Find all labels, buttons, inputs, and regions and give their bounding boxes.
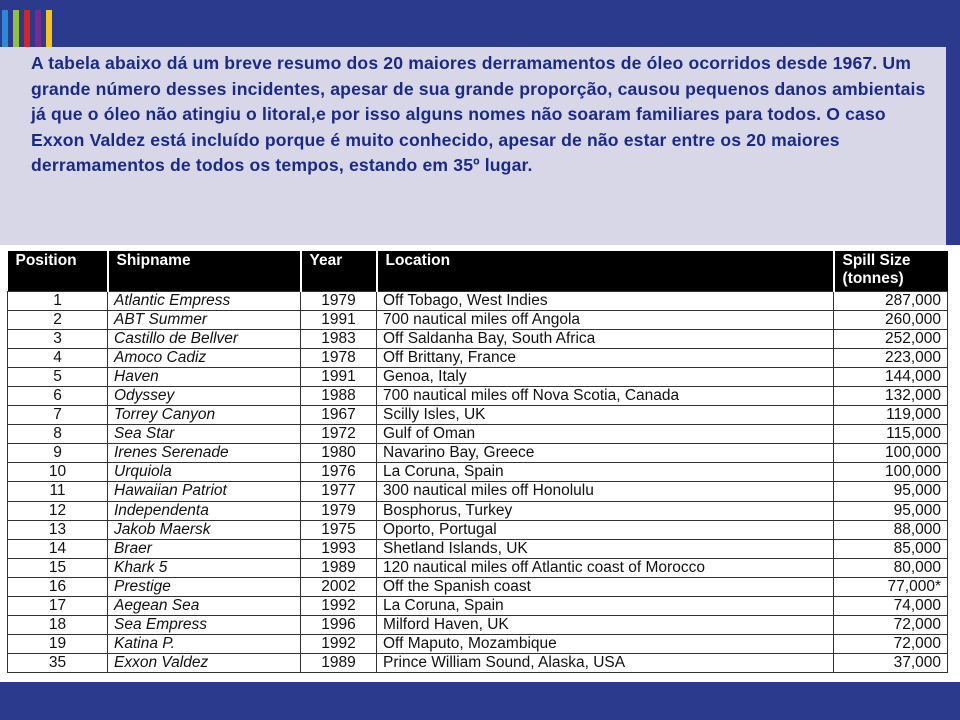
cell-spill-size: 77,000*	[834, 577, 948, 596]
cell-year: 1991	[301, 367, 377, 386]
table-row	[8, 367, 948, 386]
cell-year: 1992	[301, 597, 377, 616]
stripe-green	[13, 10, 19, 48]
table-row	[8, 539, 948, 558]
cell-location: Prince William Sound, Alaska, USA	[377, 654, 834, 673]
intro-panel	[0, 47, 946, 245]
cell-year: 1977	[301, 482, 377, 501]
cell-shipname: Khark 5	[108, 558, 301, 577]
cell-location: Off Tobago, West Indies	[377, 291, 834, 310]
cell-location: 300 nautical miles off Honolulu	[377, 482, 834, 501]
cell-shipname: Haven	[108, 367, 301, 386]
cell-location: Off Saldanha Bay, South Africa	[377, 329, 834, 348]
cell-position: 13	[8, 520, 108, 539]
cell-position: 35	[8, 654, 108, 673]
cell-year: 1978	[301, 348, 377, 367]
cell-year: 1980	[301, 444, 377, 463]
cell-location: Navarino Bay, Greece	[377, 444, 834, 463]
stripe-purple	[35, 10, 41, 48]
cell-location: Bosphorus, Turkey	[377, 501, 834, 520]
header-spill-size	[834, 251, 948, 291]
table-row	[8, 444, 948, 463]
table-row	[8, 654, 948, 673]
cell-position: 15	[8, 558, 108, 577]
table-header-row	[8, 251, 948, 291]
spill-size-unit: (tonnes)	[842, 270, 904, 287]
table-row	[8, 406, 948, 425]
cell-year: 1992	[301, 635, 377, 654]
cell-position: 8	[8, 425, 108, 444]
cell-year: 1993	[301, 539, 377, 558]
cell-position: 17	[8, 597, 108, 616]
cell-spill-size: 287,000	[834, 291, 948, 310]
cell-shipname: Exxon Valdez	[108, 654, 301, 673]
stripe-red	[24, 10, 30, 48]
cell-shipname: Aegean Sea	[108, 597, 301, 616]
table-row	[8, 558, 948, 577]
cell-spill-size: 88,000	[834, 520, 948, 539]
cell-location: La Coruna, Spain	[377, 463, 834, 482]
cell-spill-size: 72,000	[834, 616, 948, 635]
cell-position: 4	[8, 348, 108, 367]
cell-shipname: Hawaiian Patriot	[108, 482, 301, 501]
top-frame-bar	[0, 0, 960, 47]
cell-spill-size: 80,000	[834, 558, 948, 577]
cell-spill-size: 74,000	[834, 597, 948, 616]
cell-year: 1991	[301, 310, 377, 329]
table-row	[8, 463, 948, 482]
intro-paragraph: A tabela abaixo dá um breve resumo dos 20 maiores derramamentos de óleo ocorridos desde 1967. Um grande número desses incidentes, apesar de sua grande proporção, causou pequenos danos ambientais já que o óleo não atingiu o litoral,e por isso alguns nomes não soaram familiares para todos. O caso Exxon Valdez está incluído porque é muito conhecido, apesar de não estar entre os 20 maiores derramamentos de todos os tempos, estando em 35º lugar.	[31, 53, 926, 176]
cell-spill-size: 260,000	[834, 310, 948, 329]
cell-spill-size: 252,000	[834, 329, 948, 348]
oil-spills-table	[7, 251, 948, 673]
cell-shipname: Odyssey	[108, 386, 301, 405]
cell-position: 16	[8, 577, 108, 596]
cell-year: 1983	[301, 329, 377, 348]
cell-shipname: Katina P.	[108, 635, 301, 654]
cell-year: 1989	[301, 654, 377, 673]
cell-year: 1976	[301, 463, 377, 482]
cell-location: Off Maputo, Mozambique	[377, 635, 834, 654]
cell-year: 1972	[301, 425, 377, 444]
cell-position: 11	[8, 482, 108, 501]
cell-position: 10	[8, 463, 108, 482]
cell-position: 12	[8, 501, 108, 520]
table-row	[8, 520, 948, 539]
cell-location: Off Brittany, France	[377, 348, 834, 367]
cell-shipname: Amoco Cadiz	[108, 348, 301, 367]
cell-spill-size: 115,000	[834, 425, 948, 444]
header-shipname: Shipname	[108, 251, 301, 291]
cell-shipname: ABT Summer	[108, 310, 301, 329]
cell-shipname: Atlantic Empress	[108, 291, 301, 310]
cell-spill-size: 95,000	[834, 482, 948, 501]
cell-location: Oporto, Portugal	[377, 520, 834, 539]
cell-location: 120 nautical miles off Atlantic coast of Morocco	[377, 558, 834, 577]
cell-shipname: Torrey Canyon	[108, 406, 301, 425]
cell-year: 1989	[301, 558, 377, 577]
cell-year: 1979	[301, 291, 377, 310]
stripe-blue	[2, 10, 8, 48]
logo-stripes	[2, 10, 52, 48]
cell-year: 1996	[301, 616, 377, 635]
cell-position: 7	[8, 406, 108, 425]
cell-position: 3	[8, 329, 108, 348]
cell-position: 5	[8, 367, 108, 386]
cell-spill-size: 100,000	[834, 463, 948, 482]
cell-position: 1	[8, 291, 108, 310]
table-row	[8, 597, 948, 616]
cell-shipname: Jakob Maersk	[108, 520, 301, 539]
cell-location: 700 nautical miles off Angola	[377, 310, 834, 329]
cell-position: 9	[8, 444, 108, 463]
cell-position: 18	[8, 616, 108, 635]
right-frame-edge	[946, 47, 960, 247]
cell-shipname: Sea Empress	[108, 616, 301, 635]
cell-spill-size: 72,000	[834, 635, 948, 654]
cell-position: 14	[8, 539, 108, 558]
cell-shipname: Urquiola	[108, 463, 301, 482]
cell-shipname: Prestige	[108, 577, 301, 596]
cell-shipname: Castillo de Bellver	[108, 329, 301, 348]
cell-position: 2	[8, 310, 108, 329]
spill-size-label: Spill Size	[842, 252, 911, 269]
cell-location: Scilly Isles, UK	[377, 406, 834, 425]
cell-location: Milford Haven, UK	[377, 616, 834, 635]
cell-shipname: Braer	[108, 539, 301, 558]
table-row	[8, 501, 948, 520]
cell-spill-size: 132,000	[834, 386, 948, 405]
table-row	[8, 291, 948, 310]
cell-position: 19	[8, 635, 108, 654]
cell-year: 2002	[301, 577, 377, 596]
cell-spill-size: 95,000	[834, 501, 948, 520]
cell-location: 700 nautical miles off Nova Scotia, Canada	[377, 386, 834, 405]
cell-location: La Coruna, Spain	[377, 597, 834, 616]
cell-shipname: Sea Star	[108, 425, 301, 444]
table-row	[8, 425, 948, 444]
table-row	[8, 310, 948, 329]
cell-year: 1988	[301, 386, 377, 405]
cell-spill-size: 223,000	[834, 348, 948, 367]
cell-year: 1975	[301, 520, 377, 539]
stripe-yellow	[46, 10, 52, 48]
table-row	[8, 635, 948, 654]
cell-location: Shetland Islands, UK	[377, 539, 834, 558]
table-row	[8, 482, 948, 501]
cell-shipname: Independenta	[108, 501, 301, 520]
cell-spill-size: 85,000	[834, 539, 948, 558]
cell-year: 1967	[301, 406, 377, 425]
table-row	[8, 348, 948, 367]
cell-position: 6	[8, 386, 108, 405]
table-row	[8, 616, 948, 635]
cell-spill-size: 144,000	[834, 367, 948, 386]
table-row	[8, 329, 948, 348]
header-location: Location	[377, 251, 834, 291]
cell-spill-size: 37,000	[834, 654, 948, 673]
cell-location: Off the Spanish coast	[377, 577, 834, 596]
cell-location: Genoa, Italy	[377, 367, 834, 386]
cell-location: Gulf of Oman	[377, 425, 834, 444]
table-row	[8, 386, 948, 405]
cell-year: 1979	[301, 501, 377, 520]
bottom-frame-bar	[0, 682, 960, 720]
table-row	[8, 577, 948, 596]
cell-spill-size: 100,000	[834, 444, 948, 463]
cell-spill-size: 119,000	[834, 406, 948, 425]
header-position: Position	[8, 251, 108, 291]
cell-shipname: Irenes Serenade	[108, 444, 301, 463]
header-year: Year	[301, 251, 377, 291]
